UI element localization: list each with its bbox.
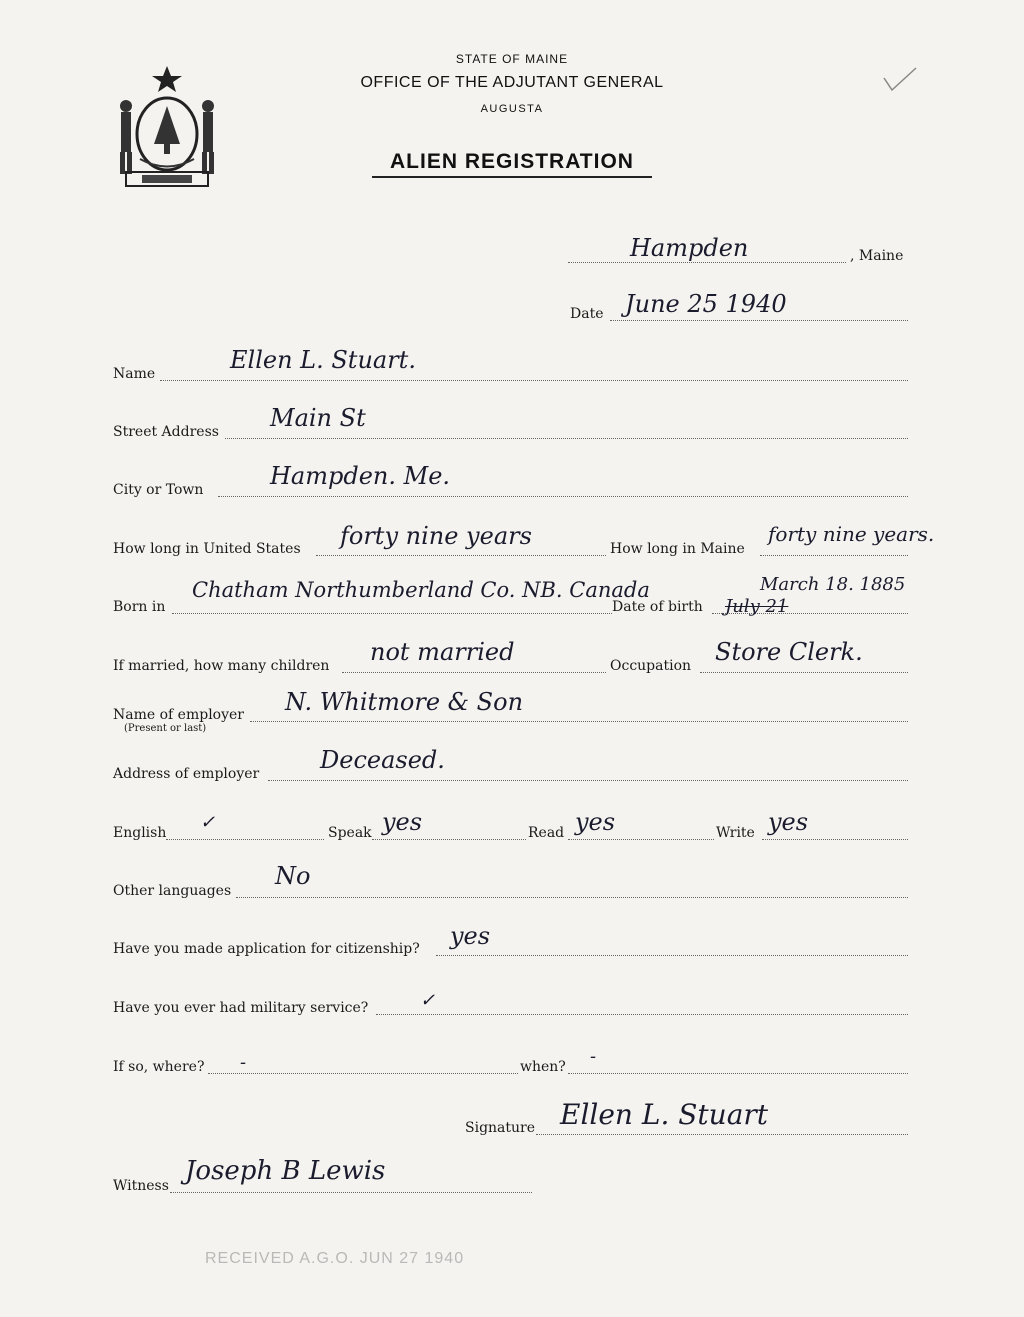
- date-dots: [610, 320, 908, 321]
- street-address-dots: [225, 438, 908, 439]
- witness-value: Joseph B Lewis: [185, 1156, 386, 1186]
- occupation-dots: [700, 672, 908, 673]
- english-value: ✓: [200, 812, 216, 833]
- employer-name-value: N. Whitmore & Son: [285, 688, 524, 716]
- form-title: ALIEN REGISTRATION: [390, 150, 634, 173]
- town-dots: [568, 262, 846, 263]
- employer-name-dots: [250, 721, 908, 722]
- signature-dots: [536, 1134, 908, 1135]
- where-dots: [208, 1073, 518, 1074]
- header-state: STATE OF MAINE: [455, 52, 569, 66]
- read-label: Read: [528, 825, 565, 841]
- english-label: English: [113, 825, 167, 841]
- how-long-maine-label: How long in Maine: [610, 541, 745, 557]
- citizenship-label: Have you made application for citizenship?: [113, 941, 420, 957]
- when-label: when?: [520, 1059, 566, 1075]
- write-dots: [762, 839, 908, 840]
- how-long-us-dots: [316, 555, 606, 556]
- citizenship-value: yes: [450, 922, 491, 950]
- town-value: Hampden: [630, 234, 749, 262]
- city-town-value: Hampden. Me.: [270, 462, 451, 490]
- title-underline: [372, 176, 652, 178]
- date-of-birth-label: Date of birth: [612, 599, 703, 615]
- name-dots: [160, 380, 908, 381]
- read-value: yes: [575, 808, 616, 836]
- header-office: OFFICE OF THE ADJUTANT GENERAL: [360, 74, 664, 91]
- english-dots: [166, 839, 324, 840]
- born-in-value: Chatham Northumberland Co. NB. Canada: [192, 578, 650, 602]
- how-long-us-value: forty nine years: [340, 522, 532, 550]
- employer-name-label: Name of employer: [113, 707, 244, 723]
- header-city: AUGUSTA: [480, 103, 544, 115]
- where-value: -: [240, 1052, 247, 1073]
- military-value: ✓: [420, 990, 436, 1011]
- military-dots: [376, 1014, 908, 1015]
- children-label: If married, how many children: [113, 658, 330, 674]
- where-label: If so, where?: [113, 1059, 205, 1075]
- how-long-maine-value: forty nine years.: [768, 522, 935, 546]
- read-dots: [568, 839, 714, 840]
- when-dots: [568, 1073, 908, 1074]
- witness-dots: [170, 1192, 532, 1193]
- city-town-dots: [218, 496, 908, 497]
- employer-name-sublabel: (Present or last): [124, 723, 207, 734]
- witness-label: Witness: [113, 1178, 169, 1194]
- employer-address-label: Address of employer: [113, 766, 260, 782]
- occupation-label: Occupation: [610, 658, 692, 674]
- signature-label: Signature: [465, 1120, 536, 1136]
- city-town-label: City or Town: [113, 482, 204, 498]
- name-label: Name: [113, 366, 156, 382]
- employer-address-dots: [268, 780, 908, 781]
- other-languages-value: No: [275, 862, 311, 890]
- when-value: -: [590, 1046, 597, 1067]
- occupation-value: Store Clerk.: [715, 638, 863, 666]
- children-value: not married: [370, 638, 515, 666]
- write-value: yes: [768, 808, 809, 836]
- born-in-dots: [172, 613, 612, 614]
- other-languages-dots: [236, 897, 908, 898]
- signature-value: Ellen L. Stuart: [560, 1098, 769, 1131]
- how-long-us-label: How long in United States: [113, 541, 301, 557]
- name-value: Ellen L. Stuart.: [230, 346, 416, 374]
- children-dots: [342, 672, 606, 673]
- street-address-label: Street Address: [113, 424, 219, 440]
- received-stamp: RECEIVED A.G.O. JUN 27 1940: [205, 1250, 465, 1267]
- write-label: Write: [716, 825, 755, 841]
- date-of-birth-struck: July 21: [725, 596, 789, 617]
- date-label: Date: [570, 306, 604, 322]
- date-value: June 25 1940: [625, 290, 787, 318]
- speak-dots: [372, 839, 526, 840]
- speak-label: Speak: [328, 825, 372, 841]
- born-in-label: Born in: [113, 599, 166, 615]
- other-languages-label: Other languages: [113, 883, 232, 899]
- date-of-birth-value: March 18. 1885: [760, 574, 906, 595]
- citizenship-dots: [436, 955, 908, 956]
- how-long-maine-dots: [760, 555, 908, 556]
- street-address-value: Main St: [270, 404, 366, 432]
- military-label: Have you ever had military service?: [113, 1000, 369, 1016]
- town-suffix: , Maine: [850, 248, 904, 264]
- speak-value: yes: [382, 808, 423, 836]
- employer-address-value: Deceased.: [320, 746, 445, 774]
